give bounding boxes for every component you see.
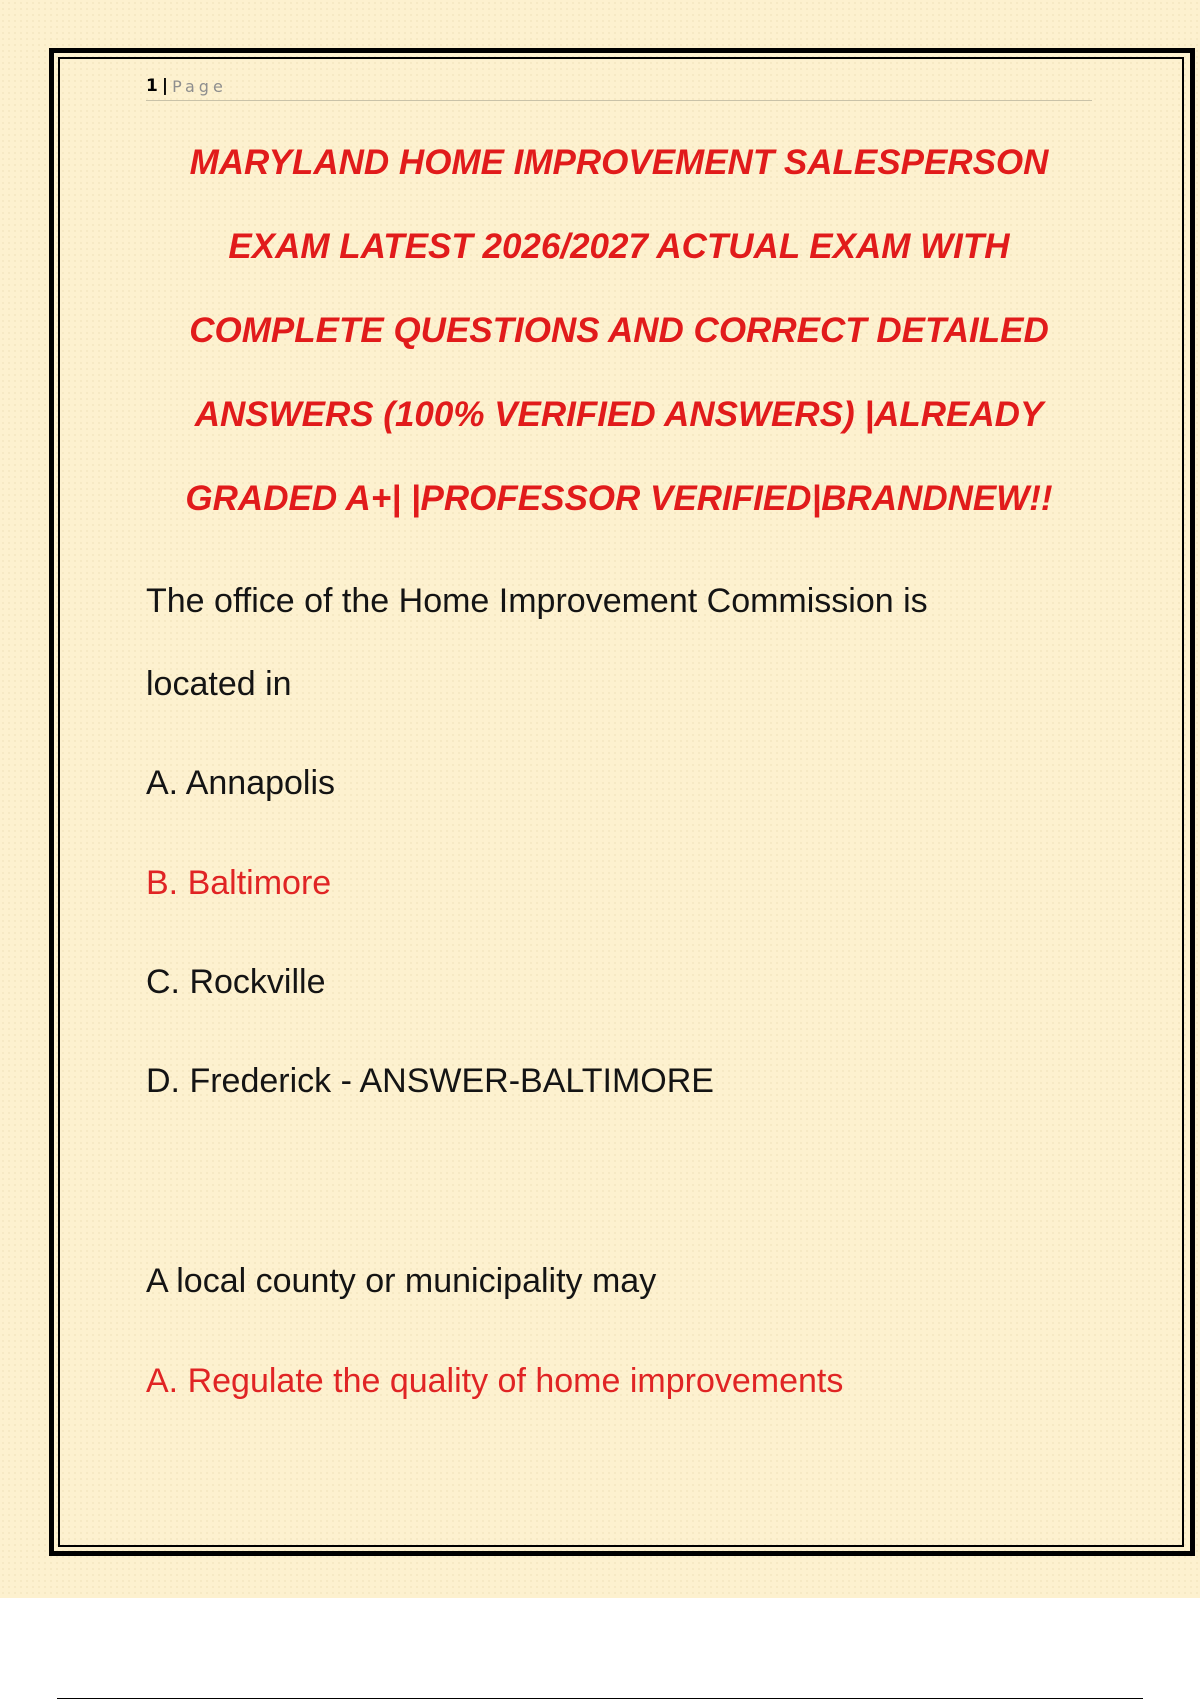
title-line: MARYLAND HOME IMPROVEMENT SALESPERSON (189, 143, 1049, 182)
question-1-option-a: A. Annapolis (146, 764, 336, 802)
footer-rule (57, 1698, 1143, 1699)
question-1-option-d-with-answer: D. Frederick - ANSWER-BALTIMORE (146, 1062, 714, 1100)
page-header (146, 72, 1092, 101)
page-label: Page (172, 76, 227, 96)
question-1-option-c: C. Rockville (146, 963, 326, 1001)
title-line: COMPLETE QUESTIONS AND CORRECT DETAILED (189, 311, 1049, 350)
document-title (146, 121, 1092, 541)
question-2-option-a-correct: A. Regulate the quality of home improvements (146, 1362, 844, 1400)
question-1-text-line-2: located in (146, 665, 292, 703)
question-1-text-line-1: The office of the Home Improvement Commission is (146, 582, 928, 620)
title-line: GRADED A+| |PROFESSOR VERIFIED|BRANDNEW!! (185, 479, 1053, 518)
question-2-text: A local county or municipality may (146, 1262, 657, 1300)
page-content (146, 72, 1092, 541)
page-number: 1 (146, 76, 158, 96)
question-1-option-b-correct: B. Baltimore (146, 864, 332, 902)
title-line: ANSWERS (100% VERIFIED ANSWERS) |ALREADY (194, 395, 1044, 434)
title-line: EXAM LATEST 2026/2027 ACTUAL EXAM WITH (228, 227, 1010, 266)
page-separator: | (161, 76, 169, 96)
